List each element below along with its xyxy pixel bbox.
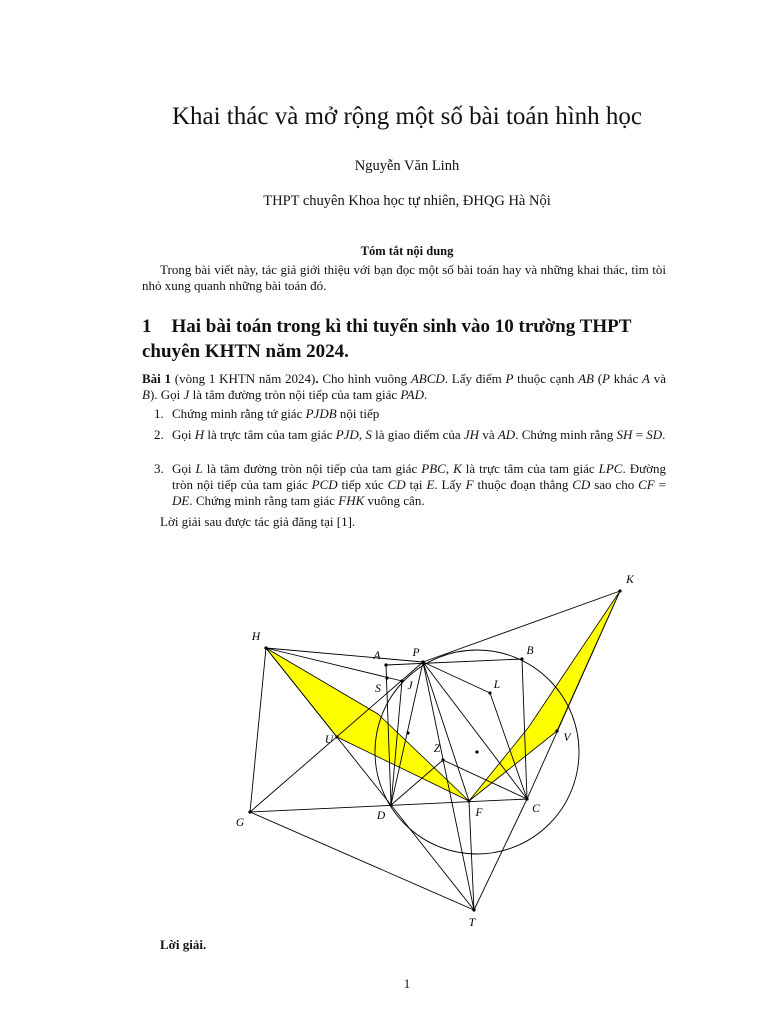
point-b (520, 657, 523, 660)
text-run: . Chứng minh rằng (515, 427, 617, 442)
point-d (389, 803, 392, 806)
math-symbol: K (453, 461, 462, 476)
text-run: = (654, 477, 666, 492)
abstract-heading: Tóm tắt nội dung (360, 244, 454, 258)
point-label-l: L (493, 679, 501, 691)
author-name: Nguyễn Văn Linh (354, 158, 460, 174)
text-run: và (479, 427, 498, 442)
point-g (248, 810, 251, 813)
point-label-u: U (324, 734, 334, 746)
segment-pt (423, 662, 474, 910)
list-item-text (172, 427, 665, 442)
math-symbol: P (602, 371, 610, 386)
section-number: 1 (142, 316, 152, 337)
math-symbol: AD (497, 427, 516, 442)
math-symbol: DE (172, 493, 190, 508)
math-symbol: SD (646, 427, 663, 442)
list-item (142, 406, 666, 422)
point-unlabeled (406, 731, 409, 734)
math-symbol: CD (572, 477, 591, 492)
math-symbol: A (642, 371, 650, 386)
text-run: thuộc cạnh (513, 371, 579, 386)
text-run: vuông cân. (364, 493, 425, 508)
segment-ft (469, 801, 474, 910)
segment-gc (250, 799, 527, 812)
text-run: là tâm đường tròn nội tiếp của tam giác (202, 461, 422, 476)
highlight-triangle-left (266, 648, 469, 801)
list-item-text (172, 406, 379, 421)
math-symbol: PAD (400, 387, 424, 402)
segment-hp (266, 648, 423, 662)
text-run: là tâm đường tròn nội tiếp của tam giác (189, 387, 401, 402)
text-run: Chứng minh rằng tứ giác (172, 406, 306, 421)
author-affiliation: THPT chuyên Khoa học tự nhiên, ĐHQG Hà Nội (263, 193, 551, 209)
math-symbol: SH (616, 427, 633, 442)
point-k (618, 589, 621, 592)
point-label-t: T (468, 917, 476, 929)
list-item-number: 1. (154, 406, 164, 421)
text-run: . Lấy (434, 477, 466, 492)
point-label-v: V (563, 732, 571, 744)
point-label-b: B (526, 645, 534, 657)
point-f (467, 799, 470, 802)
text-run: = (632, 427, 647, 442)
point-label-c: C (532, 803, 540, 815)
text-run: Gọi (172, 461, 196, 476)
list-item (142, 461, 666, 509)
text-run: Gọi (172, 427, 195, 442)
point-v (555, 729, 558, 732)
math-symbol: S (365, 427, 372, 442)
math-symbol: P (505, 371, 514, 386)
abstract-text: Trong bài viết này, tác giả giới thiệu với bạn đọc một số bài toán hay và những khai thác, tìm tòi nhỏ xung quanh những bài toán đó. (142, 262, 666, 293)
text-run: là trực tâm của tam giác (204, 427, 336, 442)
point-label-g: G (235, 817, 245, 829)
text-run: sao cho (590, 477, 639, 492)
math-symbol: E (426, 477, 435, 492)
math-symbol: LPC (598, 461, 623, 476)
math-symbol: ABCD (410, 371, 445, 386)
list-item-number: 3. (154, 461, 164, 476)
math-symbol: J (183, 387, 190, 402)
point-label-d: D (376, 810, 386, 822)
text-run: . Đường tròn nội tiếp của tam giác (172, 461, 667, 492)
math-symbol: CF (638, 477, 655, 492)
segment-pl (423, 662, 490, 693)
problem-statement (142, 371, 666, 403)
math-symbol: JH (463, 427, 480, 442)
highlight-triangle-right (469, 591, 620, 801)
point-c (525, 797, 528, 800)
solution-heading: Lời giải. (160, 937, 207, 952)
list-item (142, 427, 666, 443)
paper-title: Khai thác và mở rộng một số bài toán hình học (171, 103, 643, 130)
text-run: là giao điểm của (371, 427, 464, 442)
segment-kc (527, 591, 620, 799)
point-label-a: A (373, 650, 381, 662)
point-s (385, 676, 388, 679)
text-run: nội tiếp (336, 406, 380, 421)
text-run: và (649, 371, 666, 386)
section-title-line: Hai bài toán trong kì thi tuyển sinh vào 10 trường THPT (171, 316, 632, 337)
text-run: tại (405, 477, 427, 492)
geometry-figure (220, 565, 660, 933)
text-run: ( (593, 371, 603, 386)
math-symbol: B (142, 387, 150, 402)
segment-hg (250, 648, 266, 812)
segment-gt (250, 812, 474, 910)
math-symbol: PBC (421, 461, 446, 476)
text-run: . (423, 387, 428, 402)
text-run: . (662, 427, 666, 442)
list-item-text (172, 461, 666, 508)
point-j (400, 679, 403, 682)
point-p (421, 660, 424, 663)
solution-reference-note: Lời giải sau được tác giả đăng tại [1]. (160, 514, 356, 529)
problem-source: (vòng 1 KHTN năm 2024) (174, 371, 316, 386)
text-run: là trực tâm của tam giác (461, 461, 599, 476)
point-circle-center (475, 750, 478, 753)
math-symbol: CD (387, 477, 406, 492)
math-symbol: L (195, 461, 203, 476)
text-run: , (358, 427, 366, 442)
point-label-z: Z (433, 743, 441, 755)
text-run: . (315, 371, 319, 386)
point-label-s: S (375, 683, 381, 695)
text-run: khác (610, 371, 643, 386)
math-symbol: PCD (311, 477, 338, 492)
text-run: Cho hình vuông (318, 371, 411, 386)
point-h (264, 646, 267, 649)
list-item-number: 2. (154, 427, 164, 442)
point-u (335, 735, 338, 738)
segment-dt (391, 805, 474, 910)
point-label-p: P (412, 647, 420, 659)
square-side-bc (522, 659, 527, 799)
text-run: . Lấy điểm (444, 371, 506, 386)
point-label-f: F (475, 807, 483, 819)
math-symbol: FHK (338, 493, 365, 508)
section-title-line: chuyên KHTN năm 2024. (142, 341, 349, 362)
page-number: 1 (403, 976, 411, 991)
math-symbol: H (194, 427, 205, 442)
square-side-ab (386, 659, 522, 665)
point-label-k: K (626, 574, 634, 586)
math-symbol: PJDB (305, 406, 337, 421)
point-label-h: H (251, 631, 261, 643)
problem-label: Bài 1 (142, 371, 172, 386)
text-run: , (445, 461, 454, 476)
point-a (384, 663, 387, 666)
text-run: tiếp xúc (337, 477, 388, 492)
text-run: ). Gọi (149, 387, 184, 402)
text-run: thuộc đoạn thẳng (473, 477, 573, 492)
point-l (488, 691, 491, 694)
point-t (472, 908, 475, 911)
point-label-j: J (407, 680, 413, 692)
text-run: . Chứng minh rằng tam giác (189, 493, 339, 508)
math-symbol: AB (578, 371, 594, 386)
section-heading (142, 314, 631, 364)
math-symbol: F (465, 477, 474, 492)
math-symbol: PJD (335, 427, 359, 442)
point-z (441, 758, 444, 761)
